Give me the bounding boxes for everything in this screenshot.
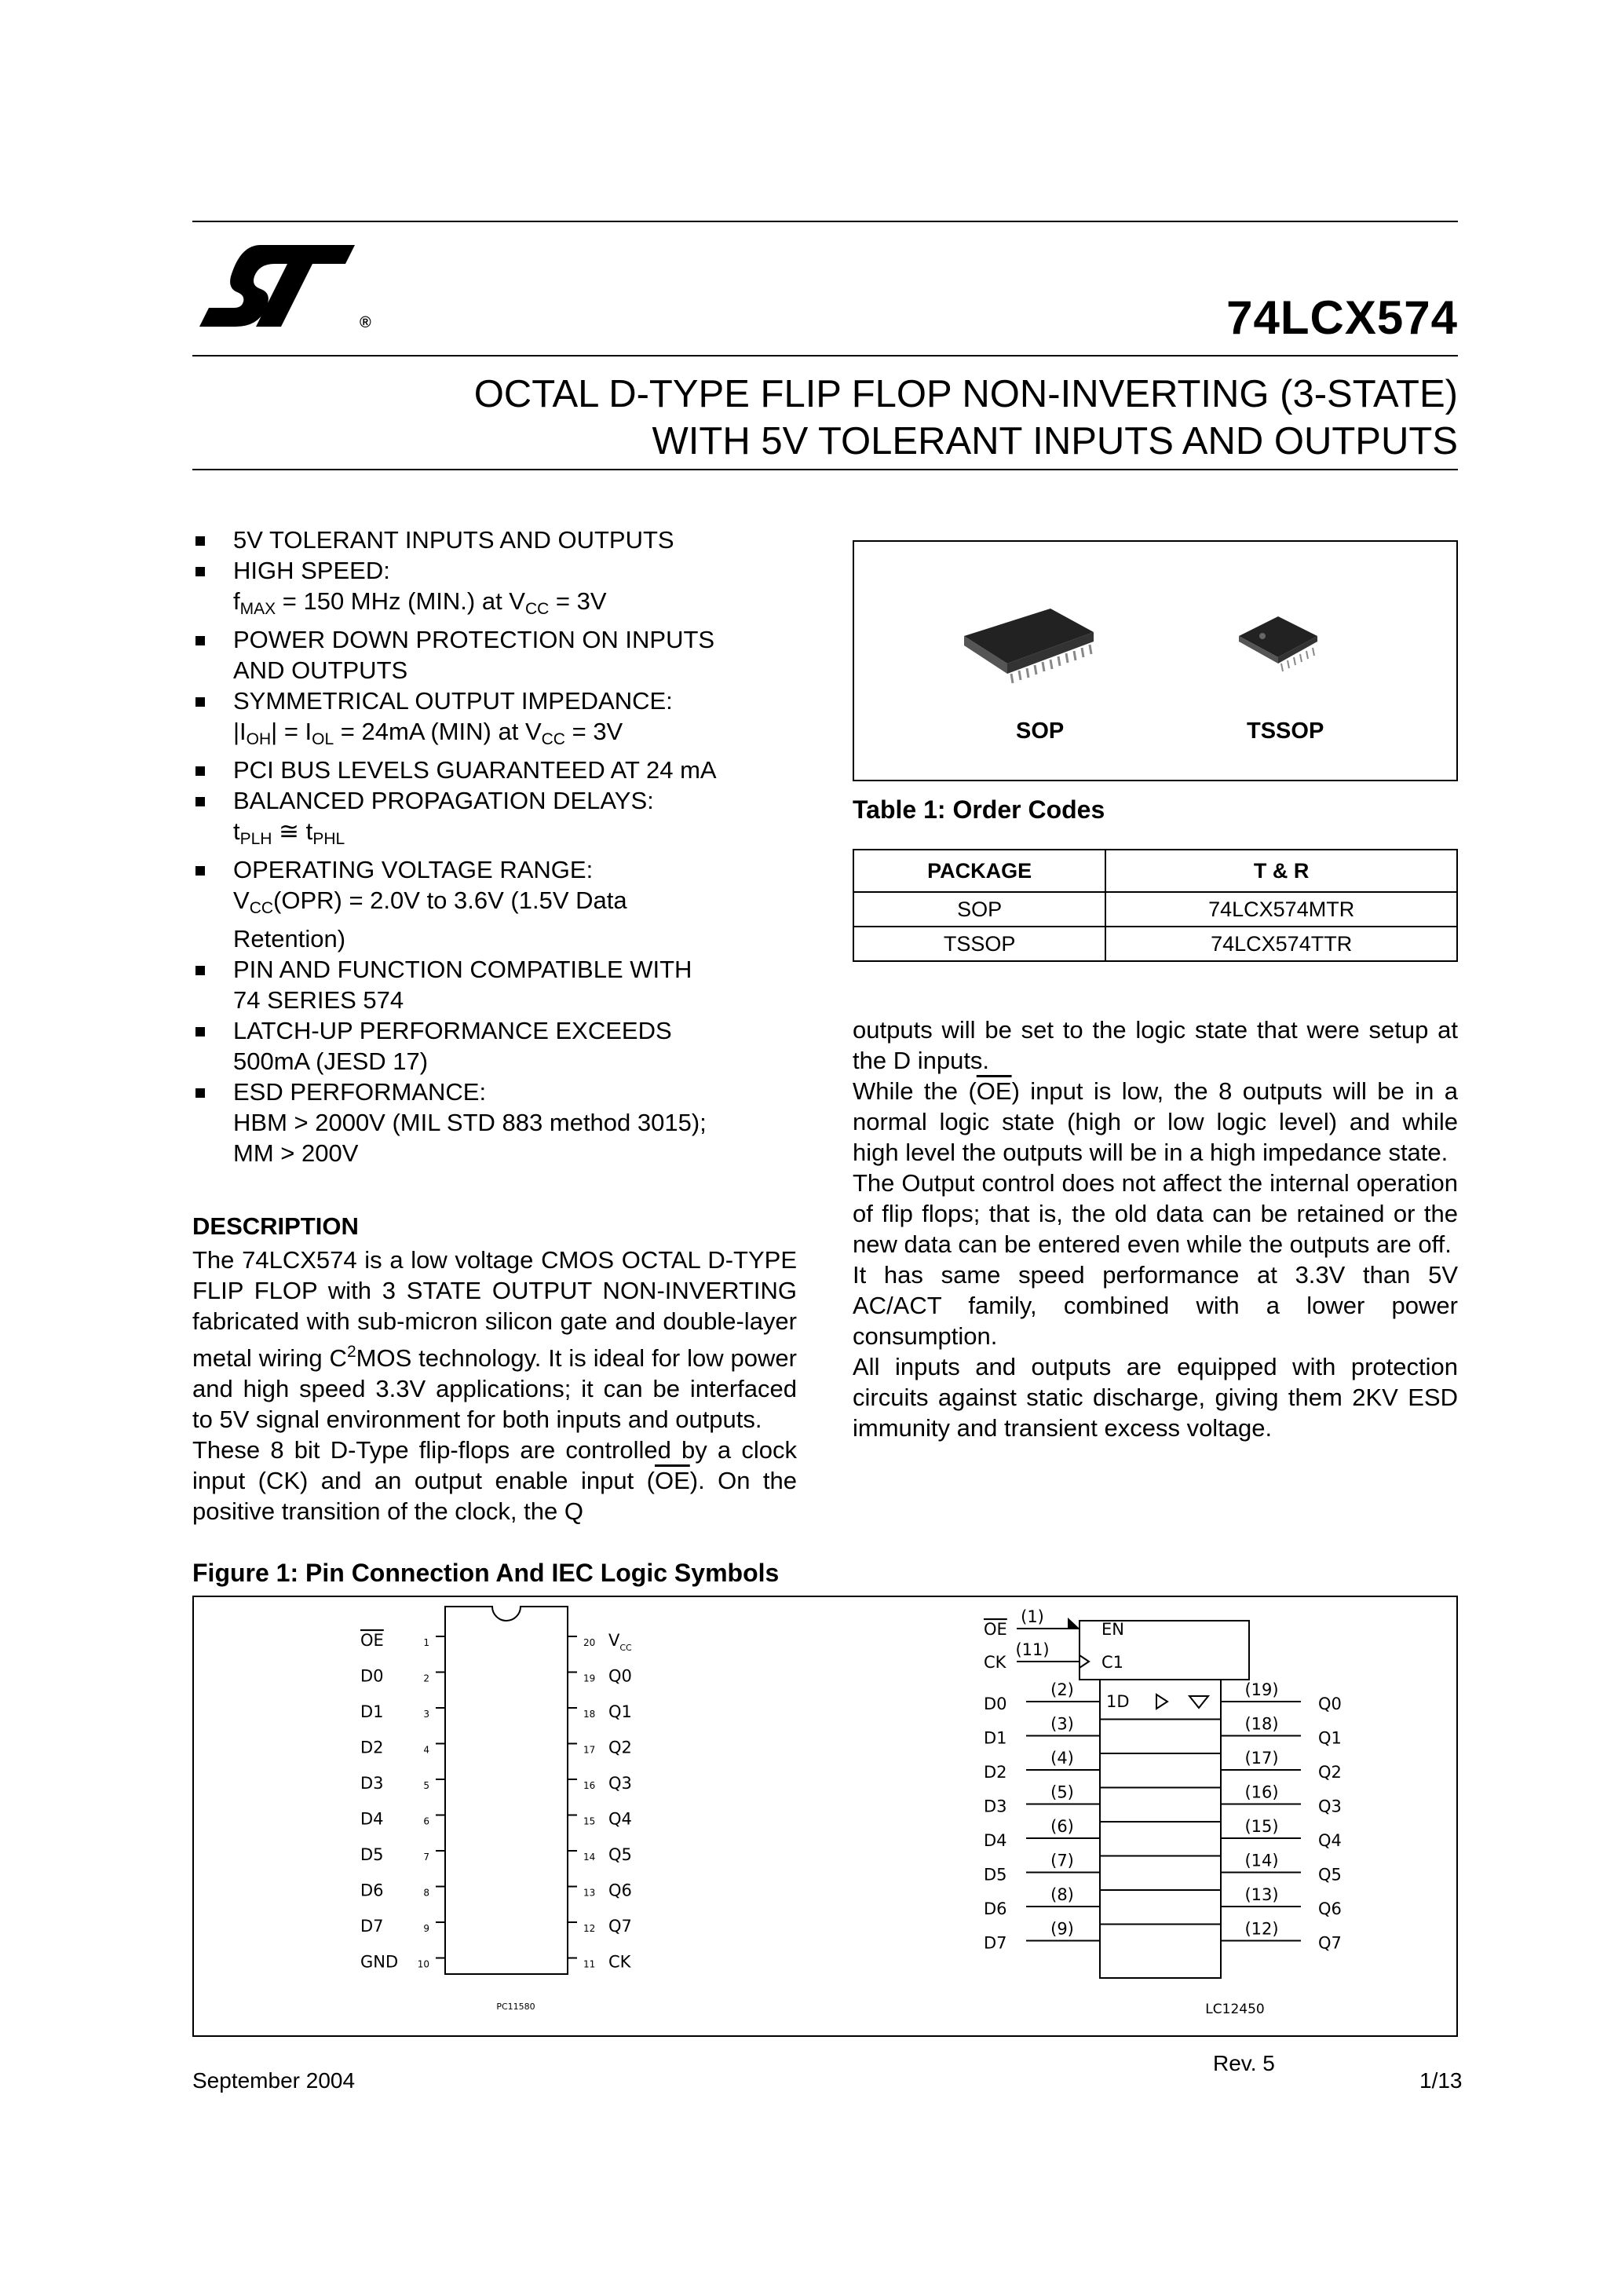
iec-pin-number: (1) bbox=[1021, 1607, 1044, 1626]
pin-label: Q7 bbox=[608, 1917, 632, 1936]
iec-pin-number: (12) bbox=[1244, 1919, 1279, 1939]
package-images-box bbox=[853, 540, 1458, 781]
pin-number: 7 bbox=[423, 1852, 429, 1863]
pin-label: D6 bbox=[360, 1881, 384, 1900]
pinout-code: PC11580 bbox=[496, 2002, 535, 2012]
iec-pin-number: (2) bbox=[1050, 1680, 1074, 1699]
iec-control-label: OE bbox=[984, 1620, 1007, 1639]
tssop-package-image bbox=[1231, 609, 1333, 687]
feature-detail: HBM > 2000V (MIL STD 883 method 3015); bbox=[233, 1109, 707, 1136]
feature-item: SYMMETRICAL OUTPUT IMPEDANCE: bbox=[192, 686, 797, 716]
feature-detail: 74 SERIES 574 bbox=[233, 986, 404, 1014]
pin-number: 11 bbox=[583, 1958, 596, 1970]
iec-pin-number: (18) bbox=[1244, 1714, 1279, 1734]
figure-diagrams bbox=[194, 1597, 1456, 2035]
title-rule-top bbox=[192, 355, 1458, 356]
description-paragraph: All inputs and outputs are equipped with protection circuits against static discharge, giving them 2KV ESD immunity and transient excess voltage. bbox=[853, 1353, 1458, 1442]
description-paragraph: The 74LCX574 is a low voltage CMOS OCTAL D-TYPE FLIP FLOP with 3 STATE OUTPUT NON-INVERTING fabricated with sub-micron silicon gate and double-layer metal wiring $C^2MOS$ technology. It is ideal for low power and high speed 3.3V applications; it can be interfaced to 5V signal environment for both inputs and outputs. bbox=[192, 1246, 797, 1433]
iec-control-inputs bbox=[984, 1607, 1124, 1672]
top-rule bbox=[192, 221, 1458, 222]
feature-item: HIGH SPEED: bbox=[192, 555, 797, 586]
sop-package-image bbox=[956, 605, 1105, 691]
feature-detail: $t_{PLH}$ ≅ $t_{PHL}$ bbox=[233, 817, 345, 848]
negation-icon bbox=[1068, 1618, 1080, 1629]
order-codes-table bbox=[853, 849, 1458, 962]
feature-detail: $|I_{OH}| = I_{OL} = 24mA$ (MIN) at $V_{CC} = 3V$ bbox=[233, 718, 623, 748]
pin-label: CK bbox=[608, 1952, 631, 1972]
pin-label: OE bbox=[360, 1631, 384, 1650]
feature-item: POWER DOWN PROTECTION ON INPUTS bbox=[192, 624, 797, 655]
iec-pin-number: (8) bbox=[1050, 1885, 1074, 1904]
pin-label: Q5 bbox=[608, 1845, 632, 1864]
column-header: T & R bbox=[1105, 850, 1457, 892]
pin-label: D3 bbox=[360, 1774, 384, 1793]
feature-detail: Retention) bbox=[233, 925, 346, 952]
table-row bbox=[853, 892, 1457, 927]
sop-label: SOP bbox=[1016, 718, 1065, 744]
pin-label: Q1 bbox=[608, 1702, 632, 1721]
pin-label: D2 bbox=[360, 1738, 384, 1757]
feature-item: PCI BUS LEVELS GUARANTEED AT 24 mA bbox=[192, 755, 797, 785]
iec-pin-number: (19) bbox=[1244, 1680, 1279, 1699]
table-cell: SOP bbox=[853, 892, 1105, 927]
iec-pin-number: (9) bbox=[1050, 1919, 1074, 1939]
description-paragraph: It has same speed performance at 3.3V than 5V AC/ACT family, combined with a lower power consumption. bbox=[853, 1261, 1458, 1350]
iec-output-label: Q7 bbox=[1318, 1933, 1342, 1953]
registered-mark: ® bbox=[360, 314, 371, 331]
iec-pin-number: (15) bbox=[1244, 1817, 1279, 1836]
description-paragraph: While the $(\overline{OE})$ input is low, the 8 outputs will be in a normal logic state (high or low logic level) and while high level the outputs will be in a high impedance state. bbox=[853, 1077, 1458, 1166]
pin-label: Q3 bbox=[608, 1774, 632, 1793]
pin-number: 15 bbox=[583, 1815, 596, 1827]
iec-rows bbox=[1100, 1720, 1221, 1925]
iec-pin-number: (11) bbox=[1015, 1640, 1050, 1659]
pin-number: 10 bbox=[417, 1958, 429, 1970]
iec-output-label: Q5 bbox=[1318, 1865, 1342, 1885]
feature-list bbox=[192, 525, 797, 1168]
iec-output-label: Q2 bbox=[1318, 1763, 1342, 1782]
iec-1d-label: 1D bbox=[1106, 1692, 1130, 1711]
iec-input-label: D3 bbox=[984, 1797, 1007, 1816]
iec-code: LC12450 bbox=[1205, 2002, 1265, 2017]
buffer-icon bbox=[1156, 1695, 1167, 1709]
tristate-icon bbox=[1189, 1696, 1208, 1708]
table-header-row bbox=[853, 850, 1457, 892]
feature-detail: $f_{MAX} = 150$ MHz (MIN.) at $V_{CC} = 3V$ bbox=[233, 587, 607, 618]
pin-number: 6 bbox=[423, 1815, 429, 1827]
feature-detail: MM > 200V bbox=[233, 1139, 359, 1167]
title-line-1: OCTAL D-TYPE FLIP FLOP NON-INVERTING (3-STATE) bbox=[473, 373, 1458, 415]
pin-number: 18 bbox=[583, 1709, 596, 1720]
pin-label: Q0 bbox=[608, 1666, 632, 1686]
table-cell: 74LCX574MTR bbox=[1105, 892, 1457, 927]
pin-number: 4 bbox=[423, 1744, 429, 1756]
description-paragraph: outputs will be set to the logic state that were setup at the D inputs. bbox=[853, 1016, 1458, 1074]
st-logo bbox=[198, 242, 355, 328]
iec-pin-number: (17) bbox=[1244, 1749, 1279, 1768]
iec-control-label: CK bbox=[984, 1653, 1006, 1672]
part-number: 74LCX574 bbox=[1226, 291, 1458, 344]
pin-number: 16 bbox=[583, 1780, 596, 1791]
iec-pin-number: (4) bbox=[1050, 1749, 1074, 1768]
pin-number: 13 bbox=[583, 1887, 596, 1899]
document-title bbox=[474, 371, 1458, 465]
pin-label: $V_{CC}$ bbox=[608, 1631, 632, 1653]
iec-pin-number: (5) bbox=[1050, 1782, 1074, 1802]
iec-pin-number: (14) bbox=[1244, 1851, 1279, 1870]
iec-output-label: Q1 bbox=[1318, 1728, 1342, 1748]
description-paragraph: These 8 bit D-Type flip-flops are controlled by a clock input (CK) and an output enable input $(\overline{OE})$. On the positive transition of the clock, the Q bbox=[192, 1436, 797, 1525]
pin-number: 12 bbox=[583, 1923, 596, 1934]
iec-input-label: D4 bbox=[984, 1831, 1007, 1850]
feature-item: LATCH-UP PERFORMANCE EXCEEDS bbox=[192, 1015, 797, 1046]
dip-package-outline bbox=[445, 1607, 568, 1974]
iec-pin-number: (16) bbox=[1244, 1782, 1279, 1802]
description-heading: DESCRIPTION bbox=[192, 1212, 359, 1240]
clock-edge-icon bbox=[1080, 1655, 1089, 1668]
iec-control-text: C1 bbox=[1101, 1653, 1124, 1672]
iec-data-io bbox=[984, 1680, 1342, 1953]
iec-pin-number: (13) bbox=[1244, 1885, 1279, 1904]
pinout-right-pins bbox=[568, 1631, 632, 1972]
iec-input-label: D5 bbox=[984, 1865, 1007, 1885]
pin-label: D0 bbox=[360, 1666, 384, 1686]
iec-pin-number: (7) bbox=[1050, 1851, 1074, 1870]
table-row bbox=[853, 927, 1457, 961]
feature-item: PIN AND FUNCTION COMPATIBLE WITH bbox=[192, 954, 797, 985]
description-paragraph: The Output control does not affect the internal operation of flip flops; that is, the old data can be retained or the new data can be entered even while the outputs are off. bbox=[853, 1169, 1458, 1258]
order-table-caption: Table 1: Order Codes bbox=[853, 795, 1105, 824]
column-header: PACKAGE bbox=[853, 850, 1105, 892]
pin-number: 2 bbox=[423, 1673, 429, 1684]
iec-input-label: D6 bbox=[984, 1899, 1007, 1918]
iec-output-label: Q4 bbox=[1318, 1831, 1342, 1850]
footer-revision: Rev. 5 bbox=[1213, 2051, 1275, 2075]
iec-pin-number: (6) bbox=[1050, 1817, 1074, 1836]
pin-label: D1 bbox=[360, 1702, 384, 1721]
feature-detail: AND OUTPUTS bbox=[233, 656, 408, 684]
iec-input-label: D7 bbox=[984, 1933, 1007, 1953]
pin-label: GND bbox=[360, 1952, 399, 1972]
pin-number: 14 bbox=[583, 1852, 596, 1863]
feature-detail: 500mA (JESD 17) bbox=[233, 1047, 429, 1075]
iec-pin-number: (3) bbox=[1050, 1714, 1074, 1734]
pin-number: 8 bbox=[423, 1887, 429, 1899]
feature-item: OPERATING VOLTAGE RANGE: bbox=[192, 854, 797, 885]
pinout-left-pins bbox=[360, 1631, 445, 1972]
pin-label: D5 bbox=[360, 1845, 384, 1864]
feature-item: 5V TOLERANT INPUTS AND OUTPUTS bbox=[192, 525, 797, 555]
iec-input-label: D0 bbox=[984, 1695, 1007, 1713]
iec-output-label: Q3 bbox=[1318, 1797, 1342, 1816]
figure-box bbox=[192, 1596, 1458, 2037]
table-cell: TSSOP bbox=[853, 927, 1105, 961]
title-line-2: WITH 5V TOLERANT INPUTS AND OUTPUTS bbox=[652, 420, 1458, 462]
pin-label: D7 bbox=[360, 1917, 384, 1936]
pin-label: Q2 bbox=[608, 1738, 632, 1757]
table-cell: 74LCX574TTR bbox=[1105, 927, 1457, 961]
pin-number: 3 bbox=[423, 1709, 429, 1720]
pin-number: 20 bbox=[583, 1637, 596, 1648]
description-left-column bbox=[192, 1245, 797, 1526]
iec-output-label: Q0 bbox=[1318, 1695, 1342, 1713]
footer-page: 1/13 bbox=[1419, 2068, 1463, 2093]
feature-item: ESD PERFORMANCE: bbox=[192, 1077, 797, 1107]
iec-output-label: Q6 bbox=[1318, 1899, 1342, 1918]
footer-date: September 2004 bbox=[192, 2068, 356, 2093]
pin-number: 9 bbox=[423, 1923, 429, 1934]
iec-input-label: D2 bbox=[984, 1763, 1007, 1782]
description-right-column bbox=[853, 1015, 1458, 1443]
title-rule-bottom bbox=[192, 469, 1458, 470]
pin-number: 19 bbox=[583, 1673, 596, 1684]
pin-number: 1 bbox=[423, 1637, 429, 1648]
pin-number: 17 bbox=[583, 1744, 596, 1756]
figure-caption: Figure 1: Pin Connection And IEC Logic Symbols bbox=[192, 1559, 780, 1587]
tssop-label: TSSOP bbox=[1247, 718, 1324, 744]
pin-label: D4 bbox=[360, 1809, 384, 1829]
iec-control-text: EN bbox=[1101, 1620, 1124, 1639]
pin-label: Q6 bbox=[608, 1881, 632, 1900]
pin-number: 5 bbox=[423, 1780, 429, 1791]
pin-label: Q4 bbox=[608, 1809, 632, 1829]
feature-item: BALANCED PROPAGATION DELAYS: bbox=[192, 785, 797, 816]
feature-detail: $V_{CC}(OPR) = 2.0V$ to 3.6V (1.5V Data bbox=[233, 887, 627, 917]
iec-input-label: D1 bbox=[984, 1728, 1007, 1748]
